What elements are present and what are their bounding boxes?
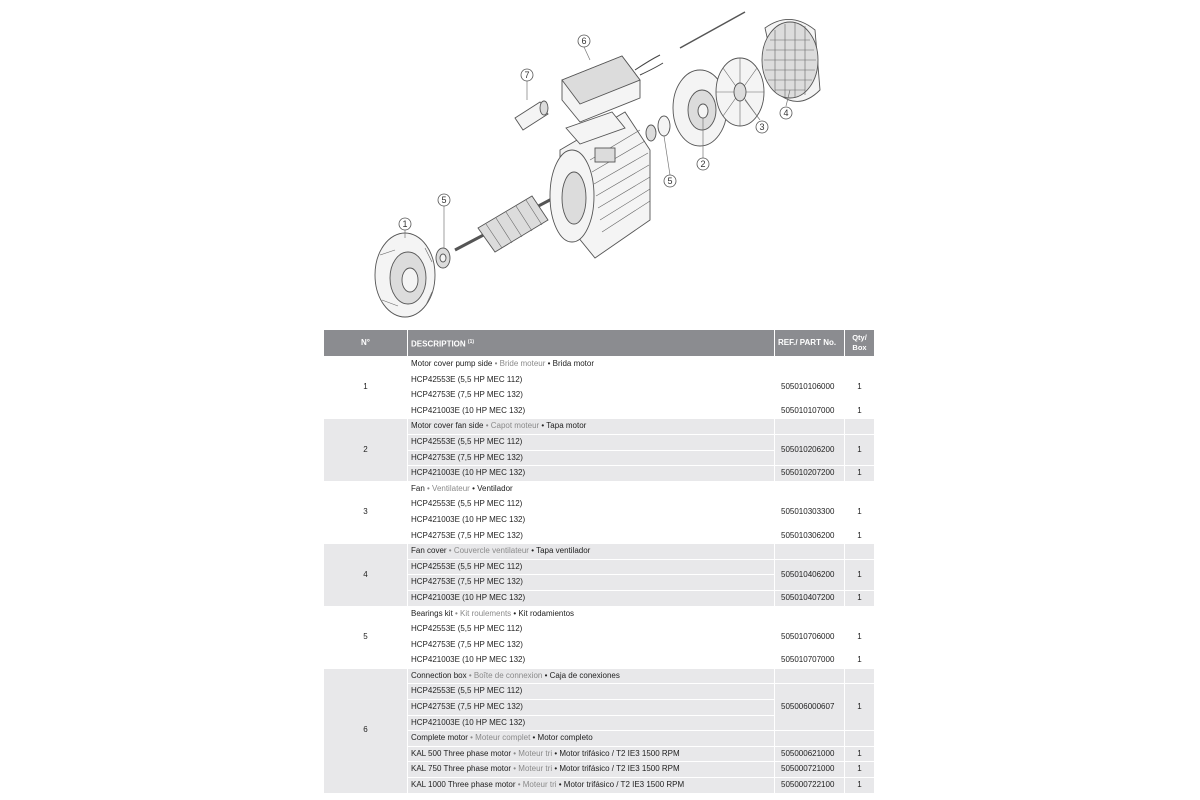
- text-segment: Fan: [411, 483, 425, 493]
- text-segment: • Brida motor: [545, 359, 595, 368]
- parts-table: [323, 329, 875, 794]
- text-segment: • Capot moteur: [483, 421, 540, 431]
- model-description: [408, 778, 775, 794]
- header-n: N°: [324, 330, 408, 357]
- table-header-row: [324, 330, 875, 357]
- item-number: 1: [324, 357, 408, 419]
- item-number: 5: [324, 606, 408, 668]
- svg-text:1: 1: [402, 219, 408, 229]
- part-number: 505010106000: [775, 372, 845, 403]
- model-description: HCP421003E (10 HP MEC 132): [408, 590, 775, 606]
- text-segment: Bearings kit: [411, 608, 453, 618]
- quantity: 1: [845, 746, 875, 762]
- model-description: [408, 746, 775, 762]
- header-qty: Qty/ Box: [845, 330, 875, 357]
- group-title-row: [324, 606, 875, 622]
- text-segment: KAL 1000 Three phase motor: [411, 780, 516, 790]
- svg-text:4: 4: [783, 108, 789, 118]
- quantity: 1: [845, 653, 875, 669]
- part-title: [408, 357, 775, 373]
- svg-text:2: 2: [700, 159, 706, 169]
- quantity: 1: [845, 372, 875, 403]
- callout-5-front: [438, 194, 450, 248]
- text-segment: • Ventilador: [469, 483, 513, 493]
- part-number: 505010306200: [775, 528, 845, 544]
- text-segment: • Moteur complet: [467, 733, 531, 743]
- empty-cell: [845, 544, 875, 560]
- empty-cell: [845, 357, 875, 373]
- item-number: 2: [324, 419, 408, 481]
- group-title-row: [324, 357, 875, 373]
- part-title: [408, 668, 775, 684]
- part-title: [408, 419, 775, 435]
- part-title: [408, 606, 775, 622]
- text-segment: • Motor completo: [530, 733, 593, 743]
- model-description: HCP421003E (10 HP MEC 132): [408, 512, 775, 528]
- part-number: 505000722100: [775, 778, 845, 794]
- part-number: 505006000607: [775, 684, 845, 731]
- text-segment: • Moteur tri: [511, 764, 553, 774]
- empty-cell: [775, 606, 845, 622]
- callout-5-rear: [664, 136, 676, 187]
- empty-cell: [845, 668, 875, 684]
- empty-cell: [775, 731, 845, 747]
- svg-text:5: 5: [667, 176, 673, 186]
- text-segment: • Moteur tri: [515, 780, 557, 790]
- text-segment: KAL 500 Three phase motor: [411, 748, 512, 758]
- text-segment: • Boîte de connexion: [466, 670, 543, 680]
- model-description: HCP42553E (5,5 HP MEC 112): [408, 622, 775, 638]
- quantity: 1: [845, 466, 875, 482]
- note-mark: (1): [467, 338, 475, 345]
- group-title-row: [324, 481, 875, 497]
- empty-cell: [775, 419, 845, 435]
- model-description: HCP421003E (10 HP MEC 132): [408, 466, 775, 482]
- quantity: 1: [845, 528, 875, 544]
- text-segment: Motor cover pump side: [411, 359, 493, 368]
- callout-7: [521, 69, 533, 100]
- part-number: 505010406200: [775, 559, 845, 590]
- model-description: HCP42553E (5,5 HP MEC 112): [408, 497, 775, 513]
- model-description: [408, 762, 775, 778]
- quantity: 1: [845, 778, 875, 794]
- text-segment: • Motor trifásico / T2 IE3 1500 RPM: [552, 764, 680, 774]
- model-description: HCP421003E (10 HP MEC 132): [408, 403, 775, 419]
- text-segment: Complete motor: [411, 733, 468, 743]
- quantity: 1: [845, 590, 875, 606]
- text-segment: • Couvercle ventilateur: [446, 546, 529, 556]
- part-title: [408, 544, 775, 560]
- model-description: HCP42753E (7,5 HP MEC 132): [408, 637, 775, 653]
- group-title-row: [324, 544, 875, 560]
- model-description: HCP42753E (7,5 HP MEC 132): [408, 450, 775, 466]
- part-number: 505000621000: [775, 746, 845, 762]
- motor-cover-pump-side-part: [375, 233, 435, 317]
- model-description: HCP42753E (7,5 HP MEC 132): [408, 575, 775, 591]
- empty-cell: [775, 481, 845, 497]
- text-segment: KAL 750 Three phase motor: [411, 764, 512, 774]
- part-number: 505010206200: [775, 434, 845, 465]
- quantity: 1: [845, 434, 875, 465]
- model-description: HCP42753E (7,5 HP MEC 132): [408, 528, 775, 544]
- empty-cell: [775, 668, 845, 684]
- model-description: HCP42753E (7,5 HP MEC 132): [408, 700, 775, 716]
- callout-6: [578, 35, 590, 60]
- quantity: 1: [845, 684, 875, 731]
- part-title: [408, 731, 775, 747]
- front-bearing-part: [436, 248, 450, 268]
- text-segment: • Motor trifásico / T2 IE3 1500 RPM: [552, 748, 680, 758]
- empty-cell: [845, 481, 875, 497]
- text-segment: • Kit rodamientos: [511, 608, 575, 618]
- empty-cell: [775, 357, 845, 373]
- part-number: 505010207200: [775, 466, 845, 482]
- part-number: 505010303300: [775, 497, 845, 528]
- part-title: [408, 481, 775, 497]
- text-segment: • Motor trifásico / T2 IE3 1500 RPM: [556, 780, 685, 790]
- part-number: 505010407200: [775, 590, 845, 606]
- tie-rod-part: [680, 12, 745, 48]
- exploded-motor-diagram: [0, 0, 1200, 322]
- group-title-row: [324, 419, 875, 435]
- rear-bearing-part: [646, 116, 670, 141]
- quantity: 1: [845, 762, 875, 778]
- model-description: HCP421003E (10 HP MEC 132): [408, 715, 775, 731]
- capacitor-part: [515, 101, 548, 130]
- text-segment: • Tapa ventilador: [528, 546, 591, 556]
- empty-cell: [775, 544, 845, 560]
- model-description: HCP42553E (5,5 HP MEC 112): [408, 434, 775, 450]
- text-segment: • Moteur tri: [511, 748, 553, 758]
- quantity: 1: [845, 403, 875, 419]
- header-description: DESCRIPTION $^{(1)}$: [408, 330, 775, 357]
- svg-text:6: 6: [581, 36, 587, 46]
- item-number: 6: [324, 668, 408, 793]
- empty-cell: [845, 419, 875, 435]
- fan-cover-part: [762, 19, 820, 101]
- model-description: HCP421003E (10 HP MEC 132): [408, 653, 775, 669]
- part-number: 505010706000: [775, 622, 845, 653]
- item-number: 4: [324, 544, 408, 606]
- text-segment: • Caja de conexiones: [542, 670, 620, 680]
- empty-cell: [845, 731, 875, 747]
- svg-text:7: 7: [524, 70, 530, 80]
- part-number: 505000721000: [775, 762, 845, 778]
- text-segment: Fan cover: [411, 546, 447, 556]
- text-segment: • Kit roulements: [452, 608, 512, 618]
- text-segment: • Bride moteur: [492, 359, 546, 368]
- text-segment: • Ventilateur: [424, 483, 470, 493]
- quantity: 1: [845, 622, 875, 653]
- part-number: 505010107000: [775, 403, 845, 419]
- model-description: HCP42753E (7,5 HP MEC 132): [408, 388, 775, 404]
- model-description: HCP42553E (5,5 HP MEC 112): [408, 684, 775, 700]
- header-ref: REF./ PART No.: [775, 330, 845, 357]
- rotor-part: [455, 192, 565, 252]
- part-number: 505010707000: [775, 653, 845, 669]
- item-number: 3: [324, 481, 408, 543]
- text-segment: • Tapa motor: [539, 421, 587, 431]
- text-segment: Motor cover fan side: [411, 421, 484, 431]
- model-description: HCP42553E (5,5 HP MEC 112): [408, 559, 775, 575]
- svg-text:5: 5: [441, 195, 447, 205]
- svg-text:3: 3: [759, 122, 765, 132]
- quantity: 1: [845, 497, 875, 528]
- group-title-row: [324, 668, 875, 684]
- text-segment: Connection box: [411, 670, 467, 680]
- model-description: HCP42553E (5,5 HP MEC 112): [408, 372, 775, 388]
- empty-cell: [845, 606, 875, 622]
- quantity: 1: [845, 559, 875, 590]
